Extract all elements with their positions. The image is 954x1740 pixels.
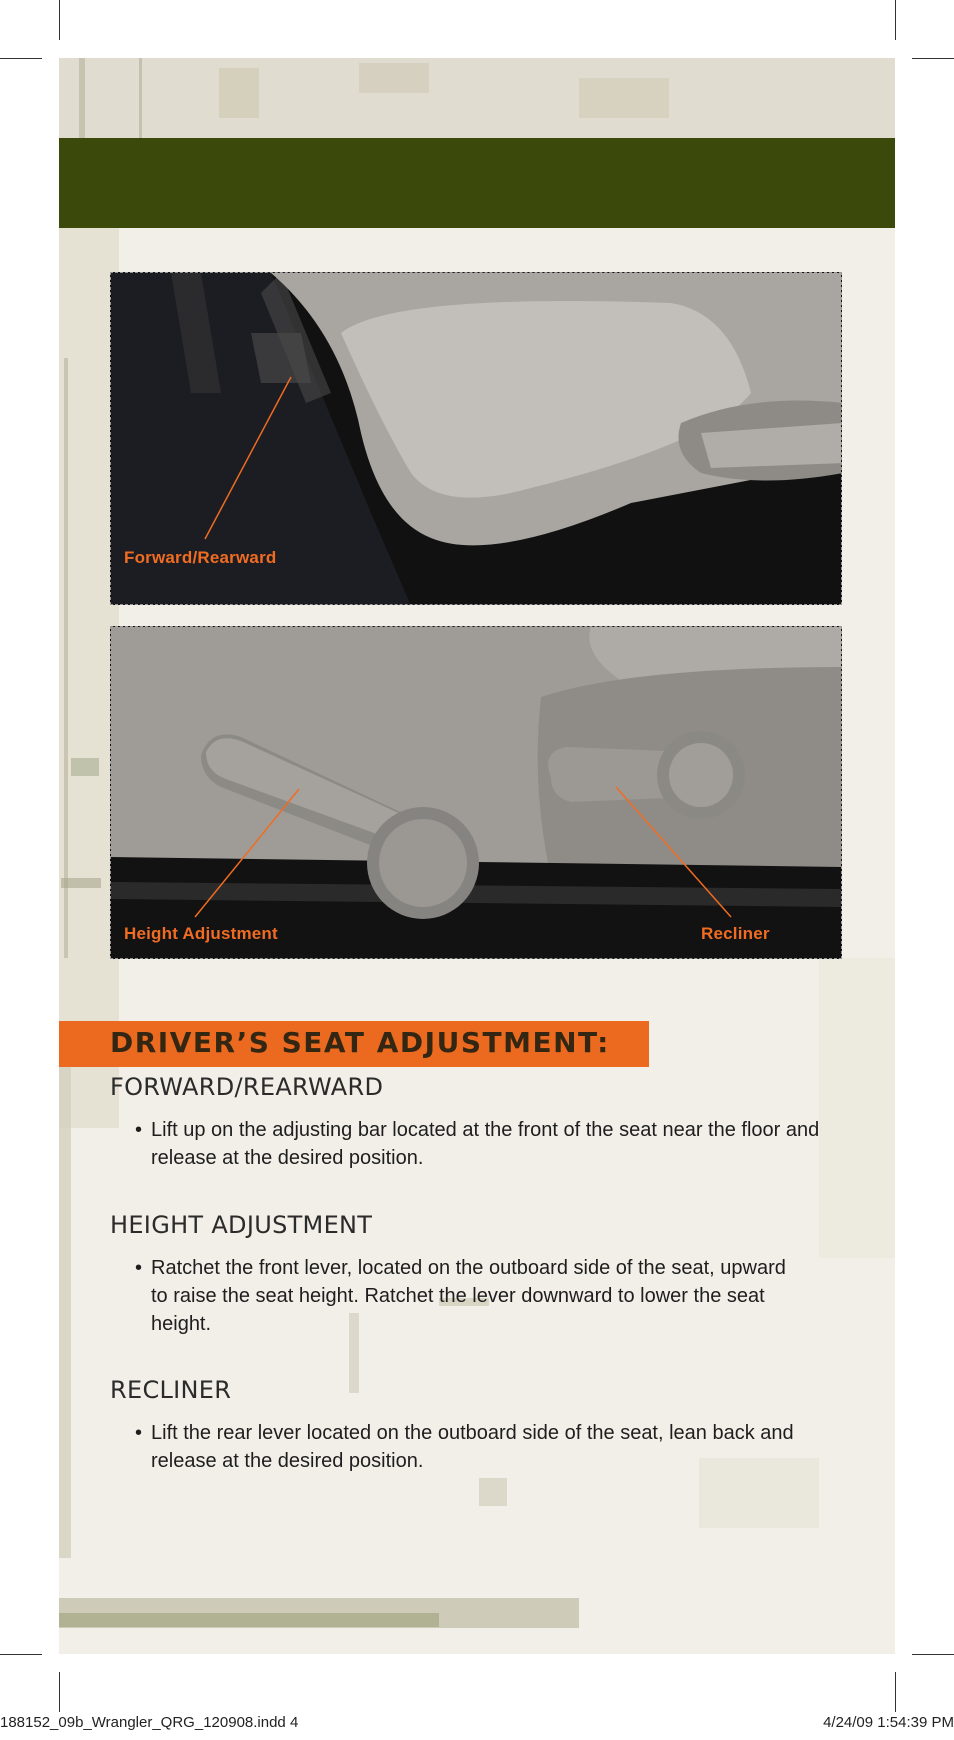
crop-mark — [912, 1654, 954, 1655]
callout-height-adjustment: Height Adjustment — [124, 924, 278, 943]
section-title: DRIVER’S SEAT ADJUSTMENT: — [110, 1026, 610, 1059]
seat-photo-forward-rearward — [110, 272, 842, 605]
crop-mark — [895, 1672, 896, 1712]
bullet-text: Lift the rear lever located on the outboard side of the seat, lean back and release at the desired position. — [151, 1422, 794, 1472]
bullet-text: Lift up on the adjusting bar located at the front of the seat near the floor and release at the desired position. — [151, 1119, 820, 1169]
crop-mark — [0, 58, 42, 59]
seat-photo-height-recliner — [110, 626, 842, 959]
slug-filename: 188152_09b_Wrangler_QRG_120908.indd 4 — [0, 1714, 299, 1731]
header-bar — [59, 138, 895, 228]
crop-mark — [895, 0, 896, 40]
bullet-dot: • — [135, 1422, 143, 1444]
subhead-forward-rearward: FORWARD/REARWARD — [110, 1073, 384, 1101]
bullet-forward-rearward — [135, 1116, 835, 1172]
bullet-height-adjustment — [135, 1254, 807, 1338]
subhead-recliner: RECLINER — [110, 1376, 232, 1404]
bullet-dot: • — [135, 1257, 143, 1279]
bullet-text: Ratchet the front lever, located on the outboard side of the seat, upward to raise the seat height. Ratchet the lever downward to lower the seat height. — [151, 1257, 786, 1335]
section-banner — [59, 1021, 649, 1067]
crop-mark — [912, 58, 954, 59]
bullet-dot: • — [135, 1119, 143, 1141]
seat-illustration — [111, 627, 842, 959]
crop-mark — [0, 1654, 42, 1655]
callout-recliner: Recliner — [701, 924, 770, 943]
crop-mark — [59, 1672, 60, 1712]
manual-page — [59, 58, 895, 1654]
slug-timestamp: 4/24/09 1:54:39 PM — [823, 1714, 954, 1731]
crop-mark — [59, 0, 60, 40]
callout-forward-rearward: Forward/Rearward — [124, 548, 277, 567]
bullet-recliner — [135, 1419, 835, 1475]
subhead-height-adjustment: HEIGHT ADJUSTMENT — [110, 1211, 373, 1239]
